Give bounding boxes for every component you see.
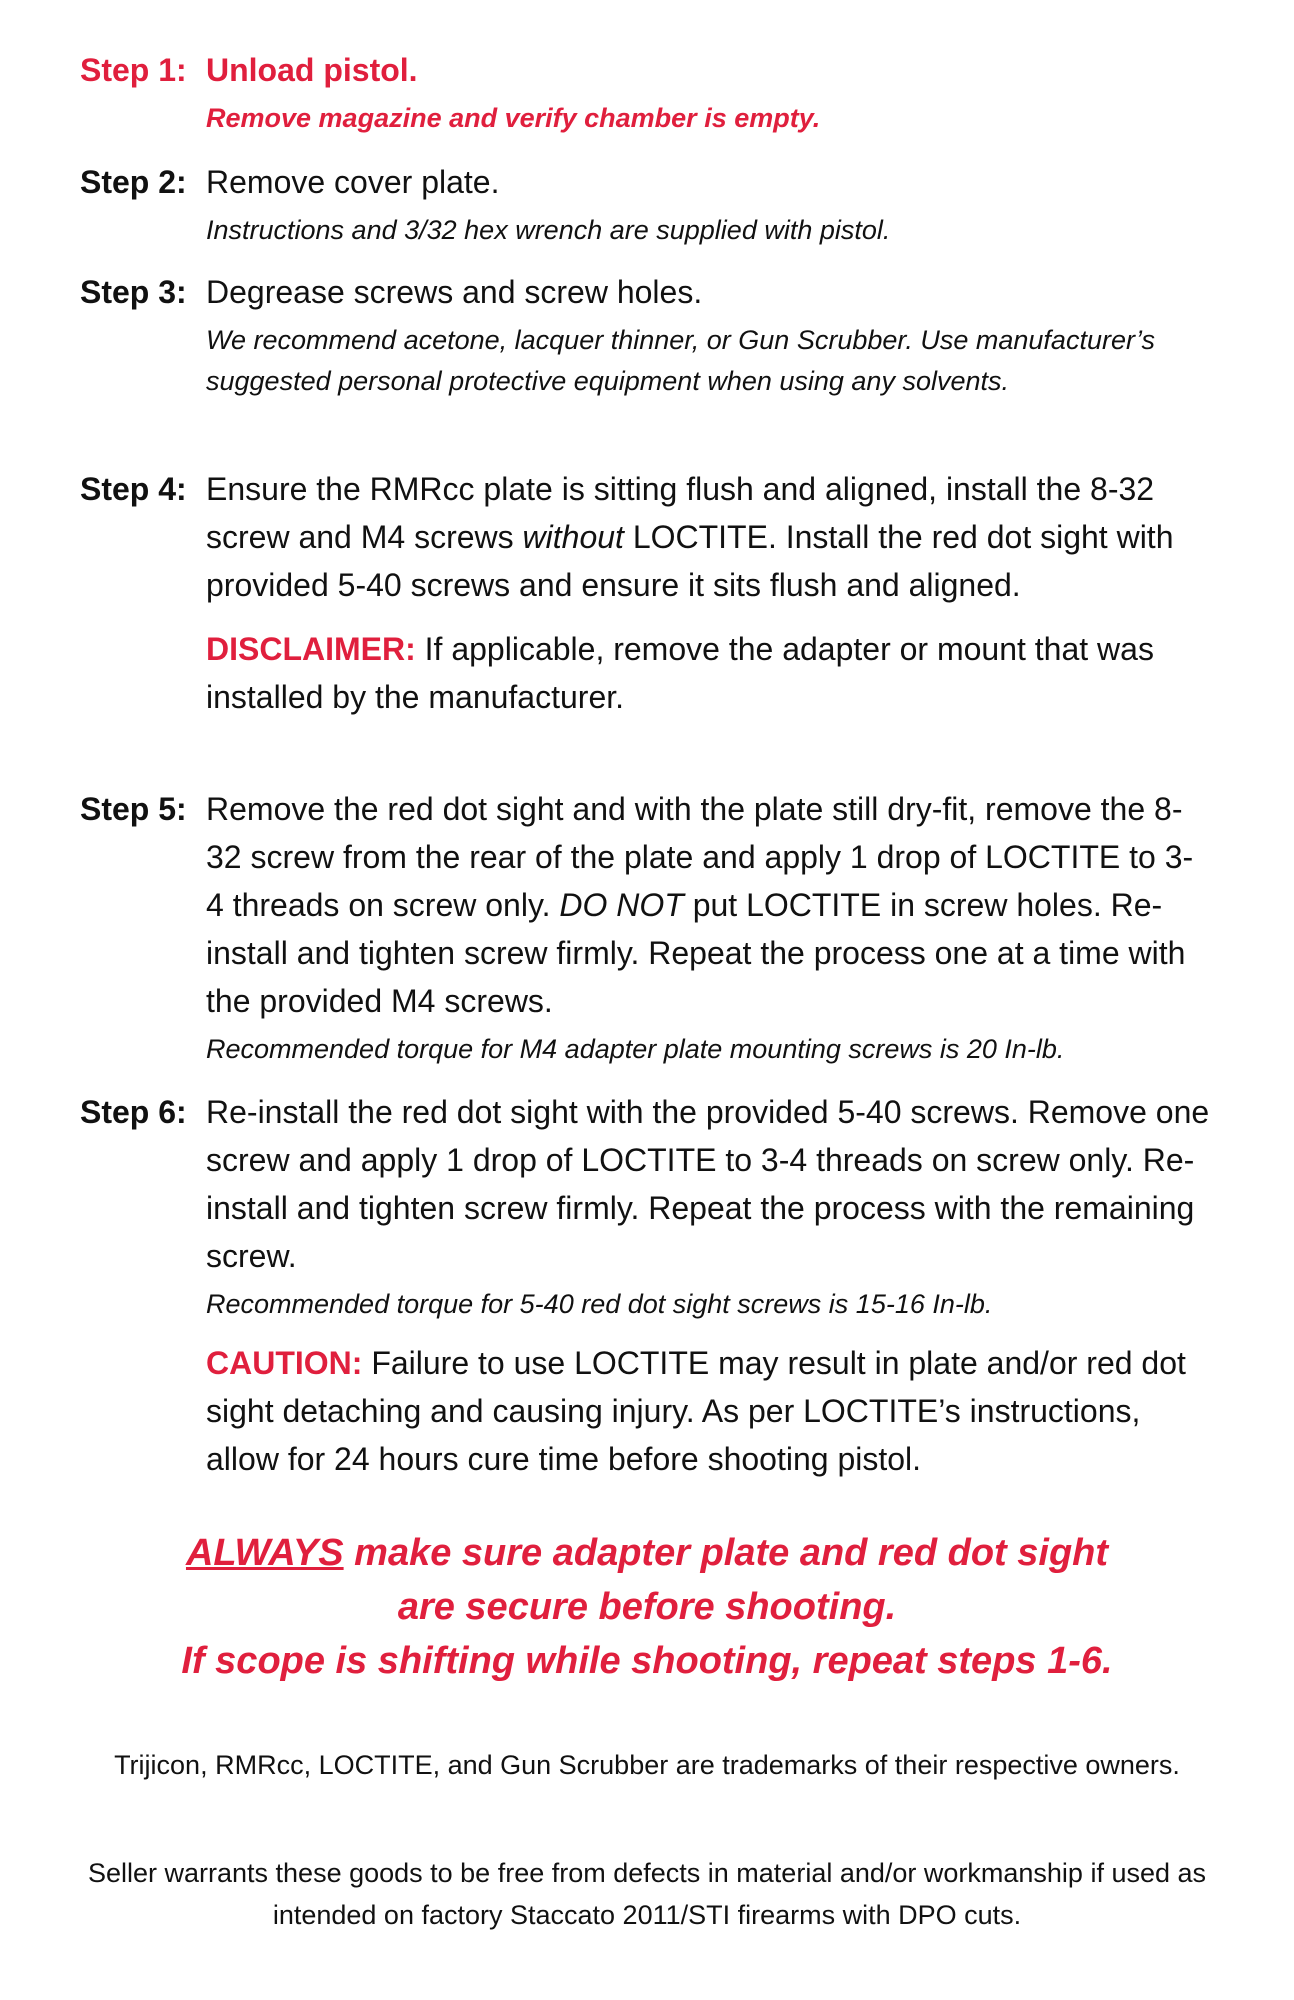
step-2-label: Step 2:	[80, 164, 187, 200]
step-2	[80, 158, 1210, 251]
step-3-title: Degrease screws and screw holes.	[206, 274, 703, 310]
step-6-label: Step 6:	[80, 1094, 187, 1130]
always-word: ALWAYS	[185, 1532, 344, 1574]
caution-text: Failure to use LOCTITE may result in plate and/or red dot sight detaching and causing injury. As per LOCTITE’s instructions, allow for 24 hours cure time before shooting pistol.	[206, 1345, 1186, 1477]
step-3	[80, 268, 1210, 402]
step-5-text-b: put LOCTITE in screw holes. Re-install and tighten screw firmly. Repeat the process one at a time with the provided M4 screws.	[206, 887, 1186, 1019]
step-4-text	[206, 465, 1210, 609]
closing-line-3: If scope is shifting while shooting, repeat steps 1-6.	[181, 1640, 1113, 1682]
step-1	[80, 46, 1210, 139]
trademark-notice: Trijicon, RMRcc, LOCTITE, and Gun Scrubber are trademarks of their respective owners.	[114, 1750, 1180, 1780]
closing-line-2: are secure before shooting.	[397, 1586, 897, 1628]
disclaimer-text: If applicable, remove the adapter or mount that was installed by the manufacturer.	[206, 631, 1154, 715]
step-1-label: Step 1:	[80, 52, 187, 88]
step-4-text-a: Ensure the RMRcc plate is sitting flush and aligned, install the 8-32 screw and M4 screws	[206, 471, 1155, 555]
caution	[206, 1339, 1210, 1483]
disclaimer-label: DISCLAIMER:	[206, 631, 416, 667]
step-1-title: Unload pistol.	[206, 52, 418, 88]
step-3-label: Step 3:	[80, 274, 187, 310]
step-6-note: Recommended torque for 5-40 red dot sight screws is 15-16 In-lb.	[206, 1289, 993, 1319]
step-4-label: Step 4:	[80, 471, 187, 507]
step-2-title: Remove cover plate.	[206, 164, 500, 200]
closing-line-1	[80, 1526, 1214, 1580]
step-2-note: Instructions and 3/32 hex wrench are supplied with pistol.	[206, 215, 891, 245]
step-1-note: Remove magazine and verify chamber is empty.	[206, 103, 821, 133]
step-5-text-a: Remove the red dot sight and with the plate still dry-fit, remove the 8-32 screw from the rear of the plate and apply 1 drop of LOCTITE to 3-4 threads on screw only.	[206, 791, 1194, 923]
closing-warning	[80, 1526, 1214, 1688]
step-5	[80, 785, 1210, 1070]
step-5-note: Recommended torque for M4 adapter plate mounting screws is 20 In-lb.	[206, 1034, 1065, 1064]
step-6-text: Re-install the red dot sight with the provided 5-40 screws. Remove one screw and apply 1 drop of LOCTITE to 3-4 threads on screw only. Re-install and tighten screw firmly. Repeat the process with the remaining screw.	[206, 1094, 1210, 1274]
caution-label: CAUTION:	[206, 1345, 363, 1381]
step-5-text	[206, 785, 1210, 1025]
step-4-emphasis: without	[522, 519, 624, 555]
step-5-label: Step 5:	[80, 791, 187, 827]
step-4	[80, 465, 1210, 721]
step-5-emphasis: DO NOT	[559, 887, 684, 923]
disclaimer	[206, 625, 1210, 721]
closing-line-1-rest: make sure adapter plate and red dot sight	[343, 1532, 1109, 1574]
step-4-text-b: LOCTITE. Install the red dot sight with provided 5-40 screws and ensure it sits flush and aligned.	[206, 519, 1174, 603]
step-6	[80, 1088, 1210, 1483]
warranty-notice: Seller warrants these goods to be free from defects in material and/or workmanship if used as intended on factory Staccato 2011/STI firearms with DPO cuts.	[87, 1858, 1207, 1930]
step-3-note: We recommend acetone, lacquer thinner, or Gun Scrubber. Use manufacturer’s suggested personal protective equipment when using any solvents.	[206, 325, 1155, 396]
